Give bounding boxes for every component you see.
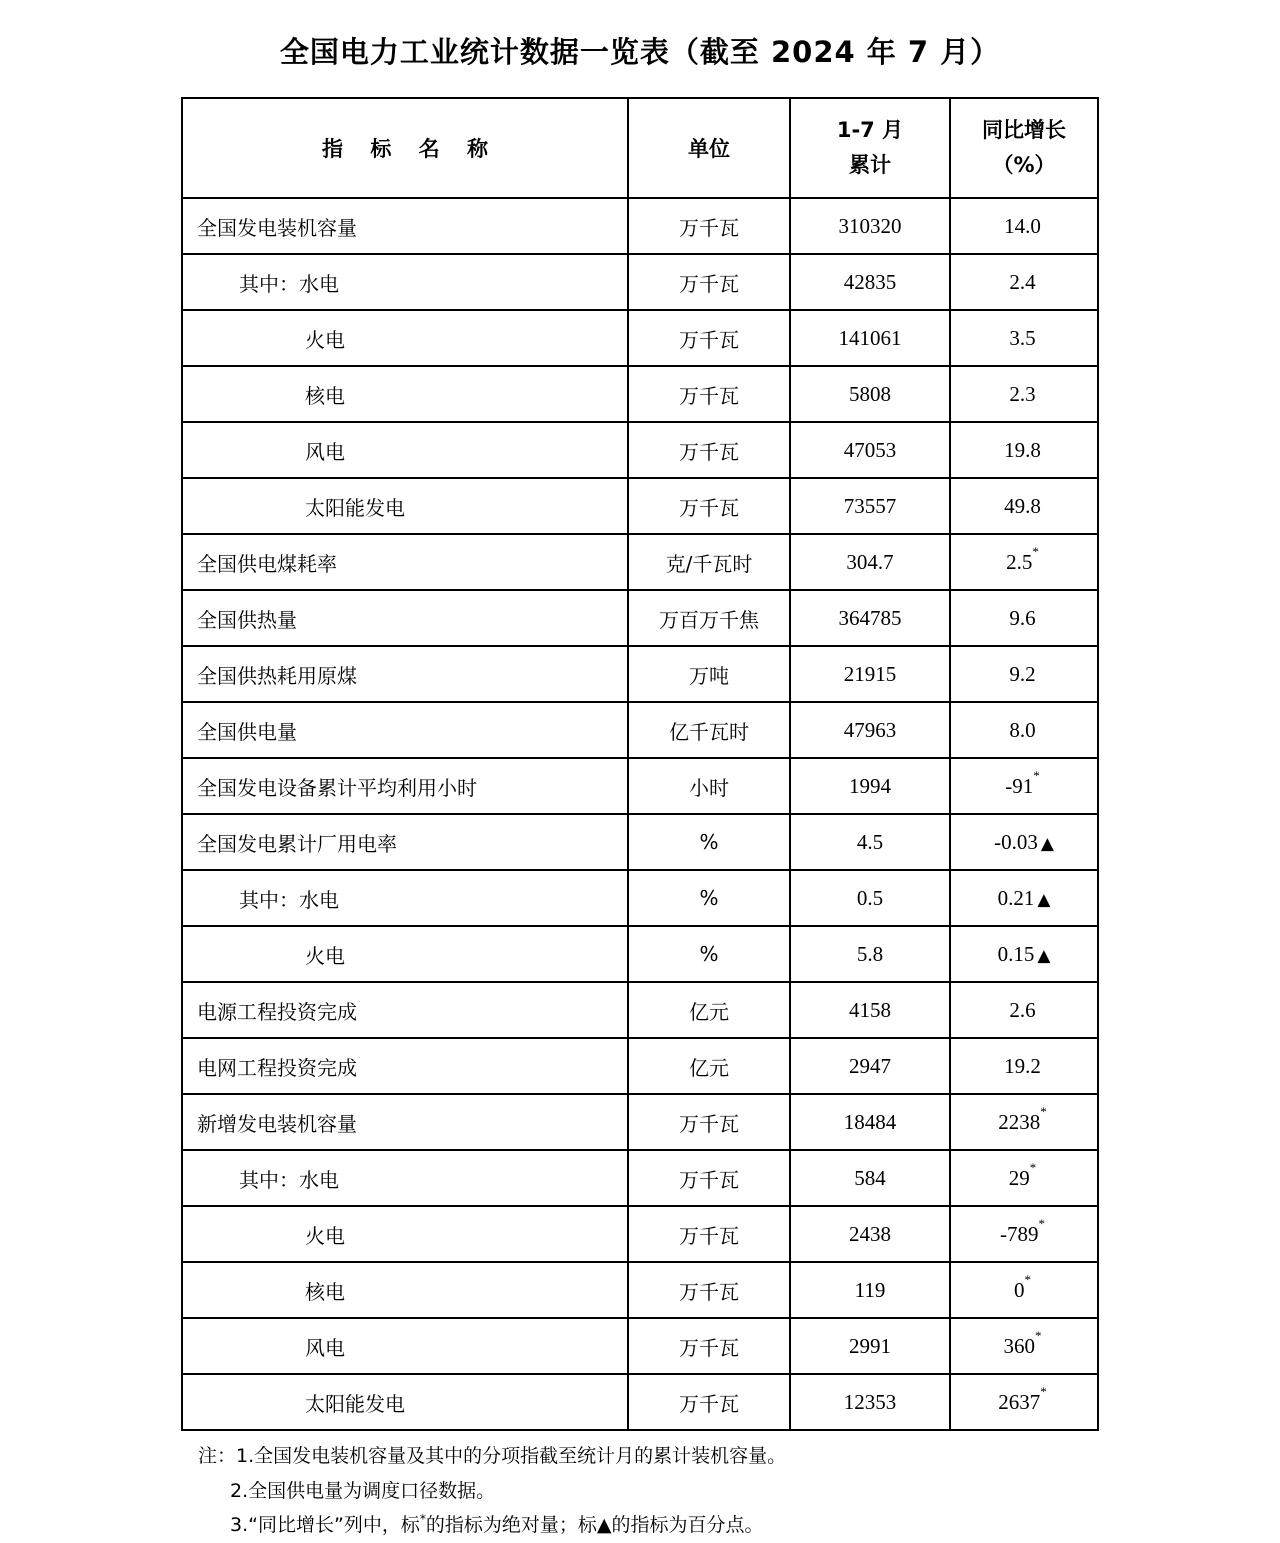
- unit-cell: [628, 982, 790, 1038]
- growth-cell: [950, 198, 1098, 254]
- growth-cell: [950, 478, 1098, 534]
- indicator-cell: [182, 926, 628, 982]
- footnote-3-asterisk: *: [419, 1512, 426, 1527]
- table-row: [182, 1318, 1098, 1374]
- indicator-label: 火电: [305, 1223, 345, 1248]
- value-cell: [790, 1374, 950, 1430]
- header-period-line2: 累计: [849, 153, 891, 177]
- unit-cell: [628, 646, 790, 702]
- table-header-row: [182, 98, 1098, 198]
- indicator-cell: [182, 1374, 628, 1430]
- unit-cell: [628, 1206, 790, 1262]
- table-row: [182, 1262, 1098, 1318]
- growth-asterisk-mark: *: [1040, 1383, 1047, 1399]
- table-row: [182, 1206, 1098, 1262]
- value-cell: [790, 254, 950, 310]
- indicator-label: 全国供电煤耗率: [197, 551, 337, 576]
- value-cell: [790, 1150, 950, 1206]
- table-row: [182, 926, 1098, 982]
- value-cell: [790, 982, 950, 1038]
- growth-cell: [950, 422, 1098, 478]
- table-row: [182, 702, 1098, 758]
- indicator-label: 火电: [305, 327, 345, 352]
- growth-cell: [950, 1206, 1098, 1262]
- indicator-cell: [182, 366, 628, 422]
- indicator-cell: [182, 1206, 628, 1262]
- value-label: 5808: [849, 381, 891, 406]
- growth-cell: [950, 870, 1098, 926]
- header-yoy-growth: [950, 98, 1098, 198]
- unit-cell: [628, 1374, 790, 1430]
- value-cell: [790, 870, 950, 926]
- table-row: [182, 534, 1098, 590]
- unit-cell: [628, 926, 790, 982]
- growth-value-label: 29: [1008, 1165, 1030, 1190]
- growth-asterisk-mark: *: [1032, 543, 1039, 559]
- indicator-cell: [182, 1150, 628, 1206]
- unit-cell: [628, 870, 790, 926]
- value-cell: [790, 534, 950, 590]
- indicator-label: 全国供热耗用原煤: [197, 663, 357, 688]
- growth-value-label: 2.4: [1009, 269, 1036, 294]
- growth-asterisk-mark: *: [1040, 1103, 1047, 1119]
- unit-label: %: [699, 942, 719, 966]
- growth-cell: [950, 1374, 1098, 1430]
- unit-label: 万千瓦: [679, 383, 739, 408]
- growth-value-label: 2637: [998, 1389, 1041, 1414]
- indicator-label: 太阳能发电: [305, 495, 405, 520]
- value-label: 4158: [849, 997, 891, 1022]
- unit-label: %: [699, 830, 719, 854]
- unit-label: 万千瓦: [679, 1223, 739, 1248]
- growth-asterisk-mark: *: [1024, 1271, 1031, 1287]
- unit-label: 万千瓦: [679, 1279, 739, 1304]
- statistics-table: [181, 97, 1099, 1431]
- unit-cell: [628, 310, 790, 366]
- table-row: [182, 982, 1098, 1038]
- footnote-3-suffix: 的指标为绝对量；标▲的指标为百分点。: [425, 1514, 764, 1537]
- table-row: [182, 1374, 1098, 1430]
- value-label: 21915: [843, 661, 897, 686]
- growth-value-label: 19.8: [1004, 437, 1041, 462]
- value-cell: [790, 366, 950, 422]
- value-cell: [790, 422, 950, 478]
- indicator-label: 核电: [305, 383, 345, 408]
- growth-value-label: 0.21: [997, 885, 1035, 910]
- indicator-label: 核电: [305, 1279, 345, 1304]
- growth-value-label: 49.8: [1004, 493, 1041, 518]
- unit-label: 万百万千焦: [659, 607, 759, 632]
- value-cell: [790, 702, 950, 758]
- value-label: 0.5: [856, 885, 884, 910]
- growth-cell: [950, 366, 1098, 422]
- growth-value-label: 2238: [998, 1109, 1041, 1134]
- header-growth-line2: （%）: [992, 153, 1056, 177]
- growth-value-label: 0: [1014, 1277, 1025, 1302]
- growth-asterisk-mark: *: [1035, 1327, 1042, 1343]
- growth-value-label: 9.2: [1009, 661, 1036, 686]
- indicator-cell: [182, 1318, 628, 1374]
- value-label: 584: [854, 1165, 886, 1190]
- indicator-label: 新增发电装机容量: [197, 1111, 357, 1136]
- unit-label: 亿千瓦时: [669, 719, 749, 744]
- footnote-3-prefix: 3.“同比增长”列中，标: [230, 1514, 420, 1537]
- growth-cell: [950, 1094, 1098, 1150]
- unit-cell: [628, 366, 790, 422]
- unit-label: 万千瓦: [679, 271, 739, 296]
- indicator-cell: [182, 814, 628, 870]
- indicator-label: 全国供电量: [197, 719, 297, 744]
- growth-triangle-mark: ▲: [1037, 889, 1051, 910]
- unit-cell: [628, 1262, 790, 1318]
- unit-cell: [628, 1318, 790, 1374]
- indicator-label: 全国发电装机容量: [197, 215, 357, 240]
- unit-label: 万千瓦: [679, 1335, 739, 1360]
- unit-cell: [628, 478, 790, 534]
- growth-asterisk-mark: *: [1033, 767, 1040, 783]
- growth-cell: [950, 1150, 1098, 1206]
- stats-table-body: [182, 198, 1098, 1430]
- header-period-line1: 1-7 月: [836, 118, 904, 143]
- table-row: [182, 1038, 1098, 1094]
- unit-label: 小时: [689, 775, 729, 800]
- growth-value-label: 3.5: [1009, 325, 1036, 350]
- growth-cell: [950, 758, 1098, 814]
- growth-cell: [950, 982, 1098, 1038]
- growth-asterisk-mark: *: [1029, 1159, 1037, 1175]
- unit-cell: [628, 758, 790, 814]
- unit-cell: [628, 814, 790, 870]
- unit-label: 亿元: [689, 999, 729, 1024]
- value-label: 1994: [849, 773, 891, 798]
- unit-cell: [628, 254, 790, 310]
- indicator-label: 全国发电设备累计平均利用小时: [197, 775, 477, 800]
- growth-value-label: 2.5: [1006, 549, 1033, 574]
- unit-cell: [628, 534, 790, 590]
- value-label: 2991: [849, 1333, 891, 1358]
- unit-cell: [628, 1038, 790, 1094]
- growth-cell: [950, 926, 1098, 982]
- value-cell: [790, 1262, 950, 1318]
- growth-asterisk-mark: *: [1038, 1215, 1045, 1231]
- unit-label: 克/千瓦时: [665, 551, 753, 576]
- unit-label: 万千瓦: [679, 439, 739, 464]
- value-cell: [790, 478, 950, 534]
- indicator-cell: [182, 590, 628, 646]
- growth-cell: [950, 254, 1098, 310]
- unit-label: 万千瓦: [679, 1391, 739, 1416]
- indicator-label: 其中：水电: [239, 271, 339, 296]
- indicator-label: 全国发电累计厂用电率: [197, 831, 397, 856]
- value-cell: [790, 1318, 950, 1374]
- indicator-cell: [182, 870, 628, 926]
- growth-triangle-mark: ▲: [1037, 945, 1051, 966]
- growth-value-label: 0.15: [997, 941, 1035, 966]
- indicator-label: 其中：水电: [239, 887, 339, 912]
- growth-cell: [950, 646, 1098, 702]
- value-label: 47963: [843, 717, 897, 742]
- value-label: 310320: [838, 213, 902, 238]
- unit-cell: [628, 422, 790, 478]
- indicator-label: 全国供热量: [197, 607, 297, 632]
- growth-value-label: -91: [1005, 773, 1034, 798]
- table-row: [182, 366, 1098, 422]
- indicator-cell: [182, 646, 628, 702]
- indicator-cell: [182, 254, 628, 310]
- page-title: 全国电力工业统计数据一览表（截至 2024 年 7 月）: [279, 35, 1001, 69]
- table-row: [182, 478, 1098, 534]
- value-label: 2947: [849, 1053, 891, 1078]
- indicator-label: 电源工程投资完成: [197, 999, 357, 1024]
- growth-cell: [950, 814, 1098, 870]
- growth-cell: [950, 534, 1098, 590]
- value-cell: [790, 926, 950, 982]
- growth-cell: [950, 702, 1098, 758]
- value-cell: [790, 1038, 950, 1094]
- growth-cell: [950, 1318, 1098, 1374]
- value-label: 4.5: [856, 829, 884, 854]
- growth-cell: [950, 310, 1098, 366]
- unit-cell: [628, 1094, 790, 1150]
- footnotes: [182, 1439, 1098, 1543]
- table-row: [182, 646, 1098, 702]
- indicator-cell: [182, 702, 628, 758]
- indicator-label: 其中：水电: [239, 1167, 339, 1192]
- indicator-cell: [182, 310, 628, 366]
- value-label: 47053: [843, 437, 897, 462]
- table-row: [182, 758, 1098, 814]
- growth-value-label: 19.2: [1004, 1053, 1041, 1078]
- value-label: 304.7: [846, 549, 894, 574]
- footnote-1: 注：1.全国发电装机容量及其中的分项指截至统计月的累计装机容量。: [198, 1445, 787, 1467]
- indicator-cell: [182, 758, 628, 814]
- header-unit: 单位: [628, 98, 790, 198]
- growth-cell: [950, 590, 1098, 646]
- unit-label: %: [699, 886, 719, 910]
- indicator-cell: [182, 982, 628, 1038]
- value-cell: [790, 814, 950, 870]
- indicator-cell: [182, 534, 628, 590]
- indicator-label: 太阳能发电: [305, 1391, 405, 1416]
- indicator-cell: [182, 1038, 628, 1094]
- indicator-cell: [182, 478, 628, 534]
- table-row: [182, 198, 1098, 254]
- header-indicator-name: 指 标 名 称: [182, 98, 628, 198]
- table-row: [182, 310, 1098, 366]
- header-period-cumulative: [790, 98, 950, 198]
- indicator-label: 火电: [305, 943, 345, 968]
- growth-cell: [950, 1262, 1098, 1318]
- unit-label: 万千瓦: [679, 327, 739, 352]
- table-row: [182, 254, 1098, 310]
- unit-label: 万吨: [689, 663, 729, 688]
- value-cell: [790, 646, 950, 702]
- indicator-label: 风电: [305, 439, 345, 464]
- value-cell: [790, 590, 950, 646]
- unit-cell: [628, 198, 790, 254]
- table-row: [182, 590, 1098, 646]
- footnote-3: [182, 1508, 1098, 1543]
- indicator-cell: [182, 1094, 628, 1150]
- table-header: [182, 98, 1098, 198]
- table-row: [182, 870, 1098, 926]
- table-row: [182, 1094, 1098, 1150]
- value-label: 42835: [843, 269, 897, 294]
- value-label: 73557: [843, 493, 897, 518]
- value-label: 2438: [849, 1221, 891, 1246]
- table-row: [182, 1150, 1098, 1206]
- value-label: 5.8: [856, 941, 884, 966]
- value-cell: [790, 1206, 950, 1262]
- value-label: 119: [854, 1277, 886, 1302]
- value-cell: [790, 198, 950, 254]
- value-label: 141061: [838, 325, 902, 350]
- indicator-cell: [182, 1262, 628, 1318]
- value-cell: [790, 758, 950, 814]
- growth-cell: [950, 1038, 1098, 1094]
- indicator-label: 风电: [305, 1335, 345, 1360]
- growth-triangle-mark: ▲: [1040, 833, 1054, 854]
- unit-label: 万千瓦: [679, 215, 739, 240]
- indicator-label: 电网工程投资完成: [197, 1055, 357, 1080]
- unit-cell: [628, 590, 790, 646]
- value-label: 18484: [843, 1109, 897, 1134]
- unit-label: 万千瓦: [679, 1167, 739, 1192]
- growth-value-label: -0.03: [994, 829, 1038, 854]
- unit-label: 亿元: [689, 1055, 729, 1080]
- growth-value-label: 8.0: [1009, 717, 1036, 742]
- growth-value-label: 14.0: [1004, 213, 1041, 238]
- table-row: [182, 814, 1098, 870]
- footnote-2: 2.全国供电量为调度口径数据。: [230, 1479, 496, 1502]
- unit-cell: [628, 702, 790, 758]
- value-label: 364785: [838, 605, 902, 630]
- value-cell: [790, 310, 950, 366]
- value-cell: [790, 1094, 950, 1150]
- unit-cell: [628, 1150, 790, 1206]
- value-label: 12353: [843, 1389, 897, 1414]
- growth-value-label: 9.6: [1009, 605, 1036, 630]
- indicator-cell: [182, 422, 628, 478]
- growth-value-label: 2.6: [1009, 997, 1036, 1022]
- unit-label: 万千瓦: [679, 1111, 739, 1136]
- growth-value-label: -789: [1000, 1221, 1039, 1246]
- growth-value-label: 2.3: [1009, 381, 1036, 406]
- table-row: [182, 422, 1098, 478]
- indicator-cell: [182, 198, 628, 254]
- header-growth-line1: 同比增长: [982, 118, 1066, 143]
- unit-label: 万千瓦: [679, 495, 739, 520]
- growth-value-label: 360: [1003, 1333, 1035, 1358]
